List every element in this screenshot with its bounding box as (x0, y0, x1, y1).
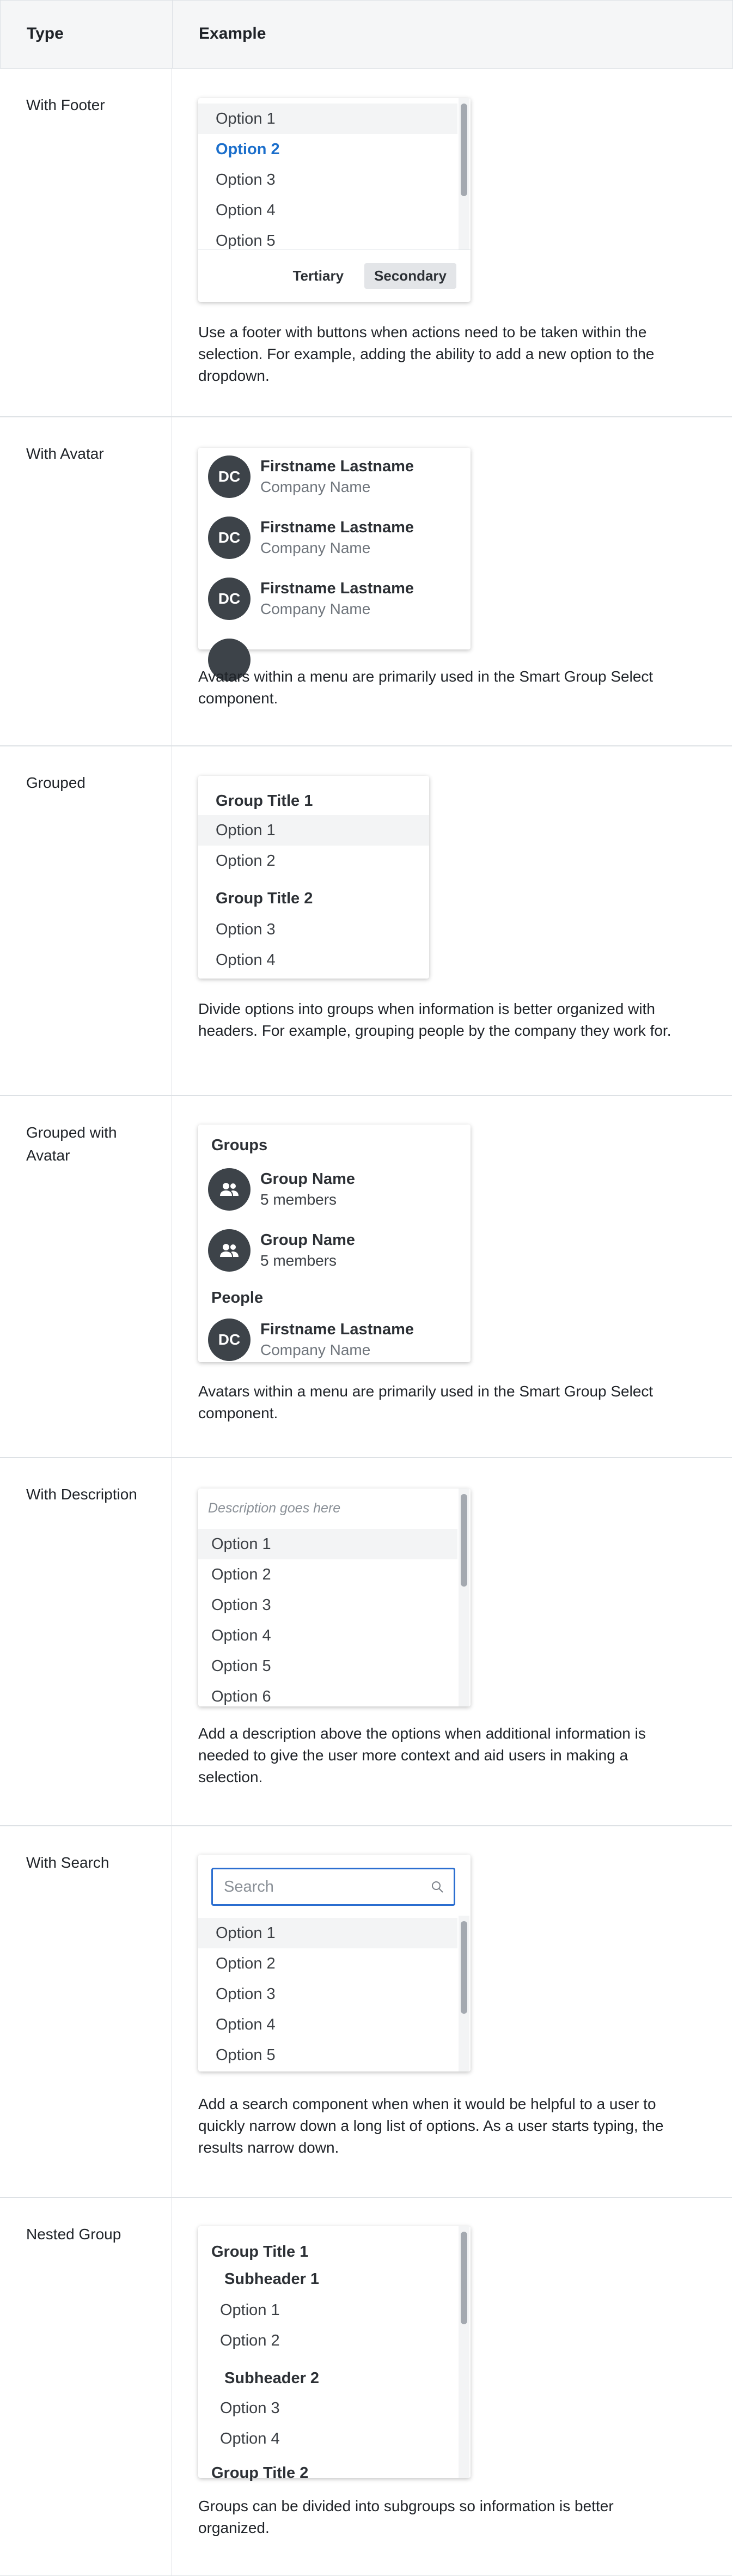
menu-option[interactable]: Option 3 (220, 2399, 280, 2417)
company-name: Company Name (260, 478, 371, 495)
group-name: Group Name (260, 1231, 356, 1249)
menu-footer (198, 250, 471, 302)
scrollbar[interactable] (461, 104, 467, 196)
person-name: Firstname Lastname (260, 580, 414, 597)
row-description: Use a footer with buttons when actions need to be taken within the selection. For example, adding the ability to add a new option to the dropdown. (198, 324, 655, 384)
row-description: Groups can be divided into subgroups so information is better organized. (198, 2498, 614, 2536)
menu-option-selected[interactable]: Option 2 (216, 141, 280, 158)
subheader: Subheader 1 (224, 2270, 320, 2288)
description-menu (198, 1489, 471, 1706)
menu-types-table (0, 0, 733, 69)
scrollbar[interactable] (461, 1494, 467, 1587)
secondary-button[interactable]: Secondary (364, 263, 456, 289)
person-name: Firstname Lastname (260, 519, 414, 536)
type-label: With Footer (0, 69, 172, 416)
menu-option[interactable]: Option 5 (216, 2046, 276, 2064)
menu-option[interactable]: Option 2 (216, 1955, 276, 1972)
group-avatar (208, 1229, 251, 1272)
footer-menu (198, 98, 471, 302)
avatar: DC (208, 455, 251, 498)
group-name: Group Name (260, 1170, 356, 1188)
company-name: Company Name (260, 539, 371, 556)
example-column-header: Example (199, 25, 266, 42)
menu-option[interactable]: Option 4 (216, 951, 276, 969)
avatar: DC (208, 517, 251, 559)
table-row-with-description (0, 1458, 732, 1826)
menu-option[interactable]: Option 6 (211, 1688, 271, 1705)
menu-option[interactable]: Option 1 (220, 2301, 280, 2319)
row-description: Add a search component when when it would be helpful to a user to quickly narrow down a long list of options. As a user starts typing, the results narrow down. (198, 2095, 664, 2156)
type-label: Nested Group (0, 2198, 172, 2575)
search-menu (198, 1855, 471, 2071)
menu-option[interactable]: Option 1 (198, 1529, 457, 1559)
row-description: Divide options into groups when information is better organized with headers. For example, grouping people by the company they work for. (198, 1000, 671, 1039)
people-icon (219, 1243, 239, 1258)
table-row-nested-group (0, 2198, 732, 2576)
avatar: DC (208, 578, 251, 620)
row-description: Avatars within a menu are primarily used in the Smart Group Select component. (198, 1383, 653, 1421)
person-name: Firstname Lastname (260, 1321, 414, 1338)
row-description: Add a description above the options when additional information is needed to give the user more context and aid users in making a selection. (198, 1725, 646, 1785)
people-icon (219, 1182, 239, 1197)
avatar-menu (198, 448, 471, 649)
example-cell (172, 2198, 732, 2575)
group-option[interactable] (208, 1229, 355, 1272)
menu-option[interactable]: Option 3 (216, 171, 276, 189)
company-name: Company Name (260, 600, 371, 617)
menu-option[interactable]: Option 4 (220, 2430, 280, 2447)
company-name: Company Name (260, 1341, 371, 1358)
type-column-header: Type (1, 1, 173, 68)
menu-option[interactable]: Option 2 (216, 852, 276, 870)
group-title: Group Title 2 (211, 2464, 309, 2482)
menu-option[interactable]: Option 5 (211, 1657, 271, 1675)
example-cell (172, 1458, 732, 1825)
menu-option[interactable]: Option 3 (216, 921, 276, 938)
menu-option[interactable]: Option 5 (216, 232, 276, 250)
type-label: Grouped (0, 746, 172, 1095)
grouped-avatar-menu (198, 1125, 471, 1362)
type-label: With Search (0, 1826, 172, 2197)
group-title: Groups (211, 1137, 268, 1154)
group-title: Group Title 1 (216, 792, 313, 810)
tertiary-button[interactable]: Tertiary (292, 268, 344, 284)
subheader: Subheader 2 (224, 2370, 320, 2387)
avatar-option[interactable] (208, 578, 414, 620)
avatar-option[interactable] (208, 517, 414, 559)
menu-option[interactable]: Option 3 (211, 1596, 271, 1614)
member-count: 5 members (260, 1191, 337, 1208)
table-row-grouped-with-avatar (0, 1096, 732, 1458)
table-row-with-avatar (0, 417, 732, 746)
group-title: People (211, 1289, 264, 1307)
grouped-menu (198, 776, 429, 979)
table-row-with-search (0, 1826, 732, 2198)
type-label: Grouped with Avatar (0, 1096, 172, 1457)
menu-option[interactable]: Option 1 (198, 1918, 457, 1948)
avatar: DC (208, 1319, 251, 1361)
table-header (1, 0, 732, 69)
menu-option[interactable]: Option 4 (216, 2016, 276, 2033)
person-option[interactable] (208, 1319, 414, 1361)
scrollbar[interactable] (461, 1921, 467, 2014)
example-cell (172, 1096, 732, 1457)
group-avatar (208, 1168, 251, 1211)
menu-option[interactable]: Option 4 (211, 1627, 271, 1644)
search-icon (431, 1880, 444, 1893)
search-input[interactable]: Search (211, 1868, 455, 1906)
table-row-with-footer (0, 69, 732, 417)
menu-option[interactable]: Option 4 (216, 202, 276, 219)
example-cell (172, 69, 732, 416)
menu-option[interactable]: Option 3 (216, 1985, 276, 2003)
type-label: With Description (0, 1458, 172, 1825)
person-name: Firstname Lastname (260, 458, 414, 475)
example-cell (172, 1826, 732, 2197)
member-count: 5 members (260, 1252, 337, 1269)
row-description: Avatars within a menu are primarily used in the Smart Group Select component. (198, 668, 653, 707)
menu-option[interactable]: Option 2 (211, 1566, 271, 1583)
menu-option[interactable]: Option 1 (198, 104, 457, 134)
example-cell (172, 746, 732, 1095)
nested-menu (198, 2226, 471, 2482)
avatar-option[interactable] (208, 455, 414, 498)
group-title: Group Title 2 (216, 890, 313, 907)
table-row-grouped (0, 746, 732, 1096)
scrollbar[interactable] (461, 2232, 467, 2324)
example-cell (172, 417, 732, 745)
group-title: Group Title 1 (211, 2243, 309, 2261)
menu-option[interactable]: Option 2 (220, 2332, 280, 2349)
menu-option[interactable]: Option 1 (198, 815, 429, 846)
menu-description: Description goes here (208, 1500, 341, 1516)
group-option[interactable] (208, 1168, 355, 1211)
type-label: With Avatar (0, 417, 172, 745)
